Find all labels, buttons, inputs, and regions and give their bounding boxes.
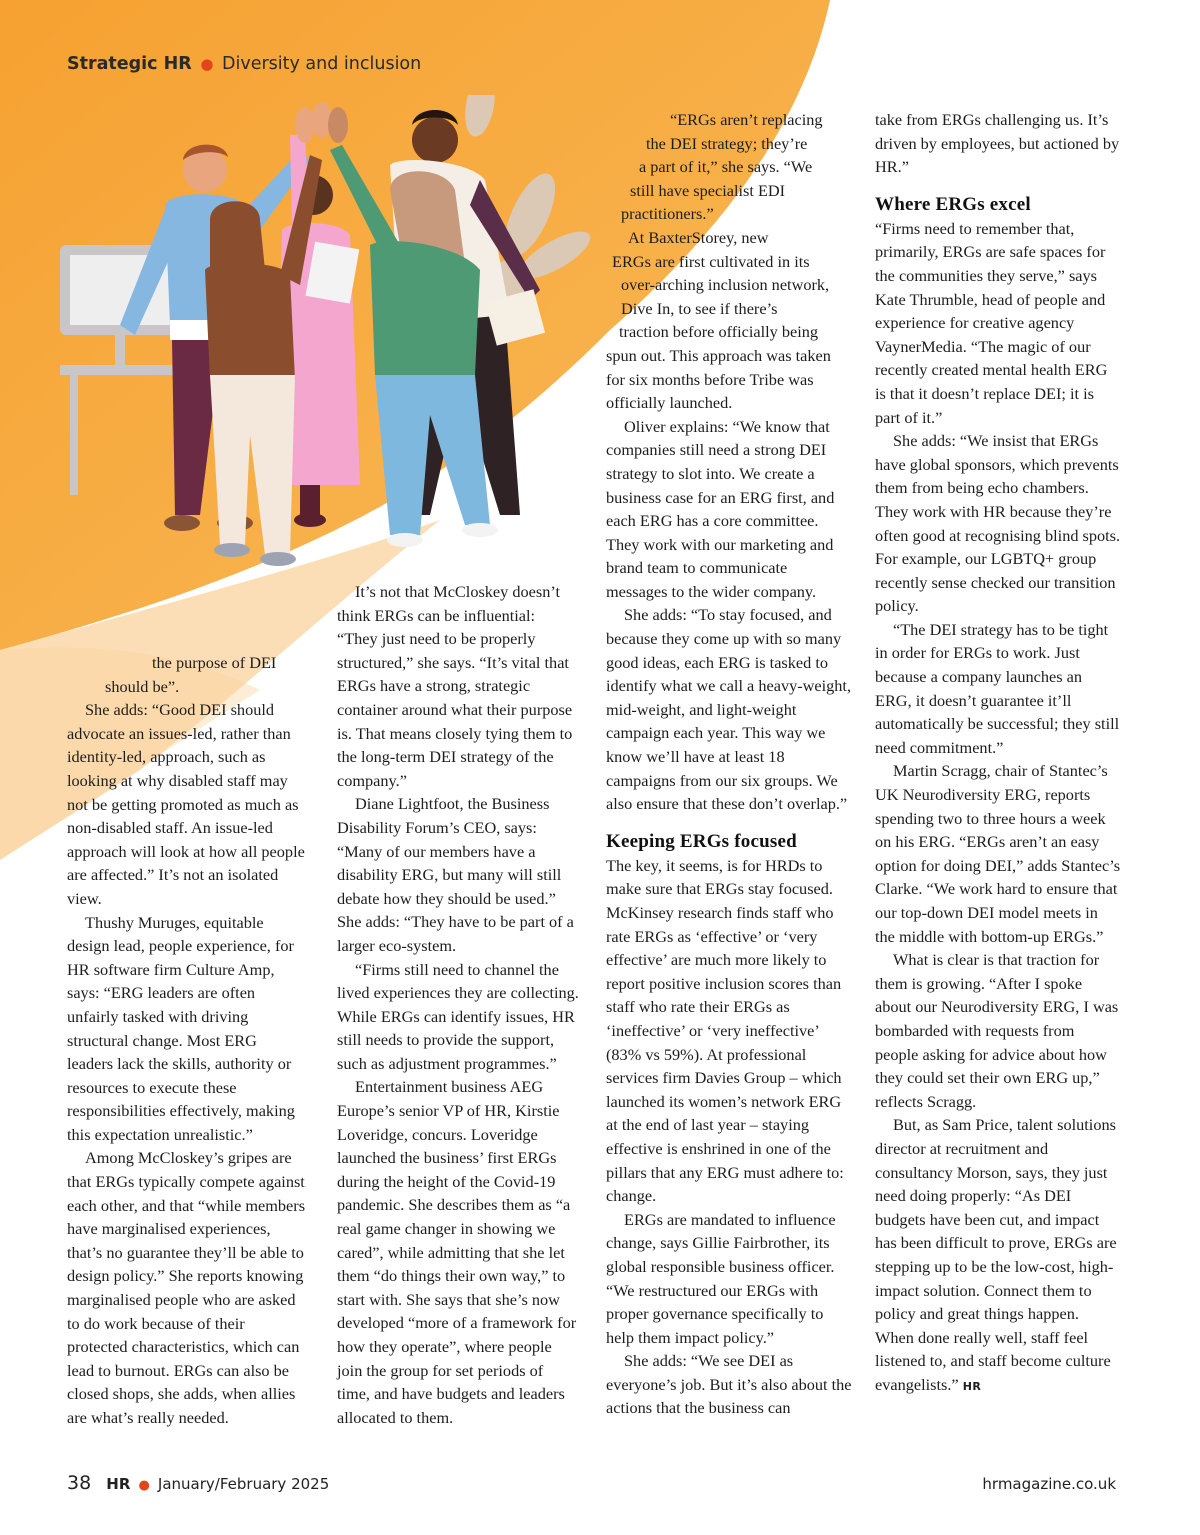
paragraph: It’s not that McCloskey doesn’t think ERGs can be influential: “They just need to be properly structured,” she says. “It’s vital that ERGs have a strong, strategic container around what their purpose is. That means closely tying them to the long-term DEI strategy of the company.” [337,582,573,790]
magazine-name: HR [106,1475,131,1493]
text-line: the DEI strategy; they’re [646,133,808,153]
article-column-1 [67,651,307,1430]
text-line: At BaxterStorey, new [628,227,769,247]
paragraph [875,1113,1121,1398]
paragraph: She adds: “We see DEI as everyone’s job. But it’s also about the actions that the business can [606,1351,852,1418]
text-line: ERGs are first cultivated in its [612,251,810,271]
paragraph: The key, it seems, is for HRDs to make sure that ERGs stay focused. McKinsey research finds staff who rate ERGs as ‘effective’ or ‘very effective’ are much more likely to report positive inclusion scores than staff who rate their ERGs as ‘ineffective’ or ‘very ineffective’ (83% vs 59%). At professional services firm Davies Group – which launched its women’s network ERG at the end of last year – staying effective is enshrined in one of the pillars that any ERG must adhere to: change. [606,855,844,1206]
article-column-3 [606,108,852,1420]
team-high-five-illustration [60,95,620,585]
paragraph: What is clear is that traction for them is growing. “After I spoke about our Neurodiversity ERG, I was bombarded with requests from people asking for advice about how they could set their own ERG up,” reflects Scragg. [875,950,1119,1111]
section-kicker [67,54,421,74]
bullet-dot-icon: ● [138,1478,150,1493]
website-link[interactable]: hrmagazine.co.uk [982,1475,1116,1493]
paragraph: Martin Scragg, chair of Stantec’s UK Neurodiversity ERG, reports spending two to three hours a week on his ERG. “ERGs aren’t an easy option for doing DEI,” adds Stantec’s Clarke. “We work hard to ensure that our top-down DEI model meets in the middle with bottom-up ERGs.” [875,761,1121,946]
text-line: still have specialist EDI [630,180,786,200]
text-line: a part of it,” she says. “We [639,157,813,177]
text-line: Dive In, to see if there’s [621,298,778,318]
paragraph: “Firms still need to channel the lived experiences they are collecting. While ERGs can identify issues, HR still needs to provide the support, such as adjustment programmes.” [337,959,579,1073]
subheading: Where ERGs excel [875,193,1031,215]
paragraph: Among McCloskey’s gripes are that ERGs typically compete against each other, and that “while members have marginalised experiences, that’s no guarantee they’ll be able to design policy.” She reports knowing marginalised people who are asked to do work because of their protected characteristics, which can lead to burnout. ERGs can also be closed shops, she adds, when allies are what’s really needed. [67,1148,306,1427]
raised-hands [295,102,348,143]
page-number: 38 [67,1472,92,1494]
paragraph: Thushy Muruges, equitable design lead, people experience, for HR software firm Culture Amp, says: “ERG leaders are often unfairly tasked with driving structural change. Most ERG leaders lack the skills, authority or resources to execute these responsibilities effectively, making this expectation unrealistic.” [67,912,295,1144]
text-line: “ERGs aren’t replacing [670,110,823,129]
paragraph-text: But, as Sam Price, talent solutions director at recruitment and consultancy Morson, says, they just need doing properly: “As DEI budgets have been cut, and impact has been difficult to prove, ERGs are stepping up to be the low-cost, high-impact solution. Connect them to policy and great things happen. When done really well, staff feel listened to, and staff become culture evangelists.” [875,1115,1117,1394]
bullet-dot-icon: ● [200,55,214,73]
paragraph: ERGs are mandated to influence change, says Gillie Fairbrother, its global responsible business officer. “We restructured our ERGs with proper governance specifically to help them impact policy.” [606,1209,836,1347]
subheading: Keeping ERGs focused [606,830,797,852]
paragraph: She adds: “Good DEI should advocate an issues-led, rather than identity-led, approach, such as looking at why disabled staff may not be getting promoted as much as non-disabled staff. An issue-led approach will look at how all people are affected.” It’s not an isolated view. [67,700,305,908]
section-name: Strategic HR [67,54,192,74]
article-column-2 [337,580,579,1429]
section-topic: Diversity and inclusion [222,54,422,74]
text-line: should be”. [105,676,180,696]
text-line: the purpose of DEI [152,653,277,672]
paragraph: She adds: “We insist that ERGs have global sponsors, which prevents them from being echo chambers. They work with HR because they’re often good at recognising blind spots. For example, our LGBTQ+ group recently sense checked our transition policy. [875,431,1121,616]
paragraph: Oliver explains: “We know that companies still need a strong DEI strategy to slot into. We create a business case for an ERG first, and each ERG has a core committee. They work with our marketing and brand team to communicate messages to the wider company. [606,416,835,601]
paragraph: spun out. This approach was taken for six months before Tribe was officially launched. [606,345,831,413]
paragraph: Diane Lightfoot, the Business Disability Forum’s CEO, says: “Many of our members have a disability ERG, but many will still debate how they should be used.” She adds: “They have to be part of a larger eco-system. [337,794,574,955]
issue-date: January/February 2025 [157,1475,330,1493]
text-line: practitioners.” [621,204,714,224]
article-column-4 [875,108,1121,1398]
paragraph: Entertainment business AEG Europe’s senior VP of HR, Kirstie Loveridge, concurs. Loveridge launched the business’ first ERGs during the height of the Covid-19 pandemic. She describes them as “a real game changer in showing we cared”, while admitting that she let them “do things their own way,” to start with. She says that she’s now developed “more of a framework for how they operate”, where people join the group for set periods of time, and have budgets and leaders allocated to them. [337,1077,577,1427]
text-line: over-arching inclusion network, [621,275,830,295]
text-line: traction before officially being [619,322,819,342]
paragraph: “Firms need to remember that, primarily, ERGs are safe spaces for the communities they serve,” says Kate Thrumble, head of people and experience for creative agency VaynerMedia. “The magic of our recently created mental health ERG is that it doesn’t replace DEI; it is part of it.” [875,218,1108,427]
paragraph: “The DEI strategy has to be tight in order for ERGs to work. Just because a company launches an ERG, it doesn’t guarantee it’ll automatically be successful; they still need commitment.” [875,619,1120,757]
paragraph: She adds: “To stay focused, and because they come up with so many good ideas, each ERG is tasked to identify what we call a heavy-weight, mid-weight, and light-weight campaign each year. This way we know we’ll have at least 18 campaigns from our six groups. We also ensure that these don’t overlap.” [606,605,852,814]
end-mark-logo: HR [962,1379,982,1393]
page-footer [67,1472,329,1494]
paragraph: take from ERGs challenging us. It’s driven by employees, but actioned by HR.” [875,110,1120,177]
